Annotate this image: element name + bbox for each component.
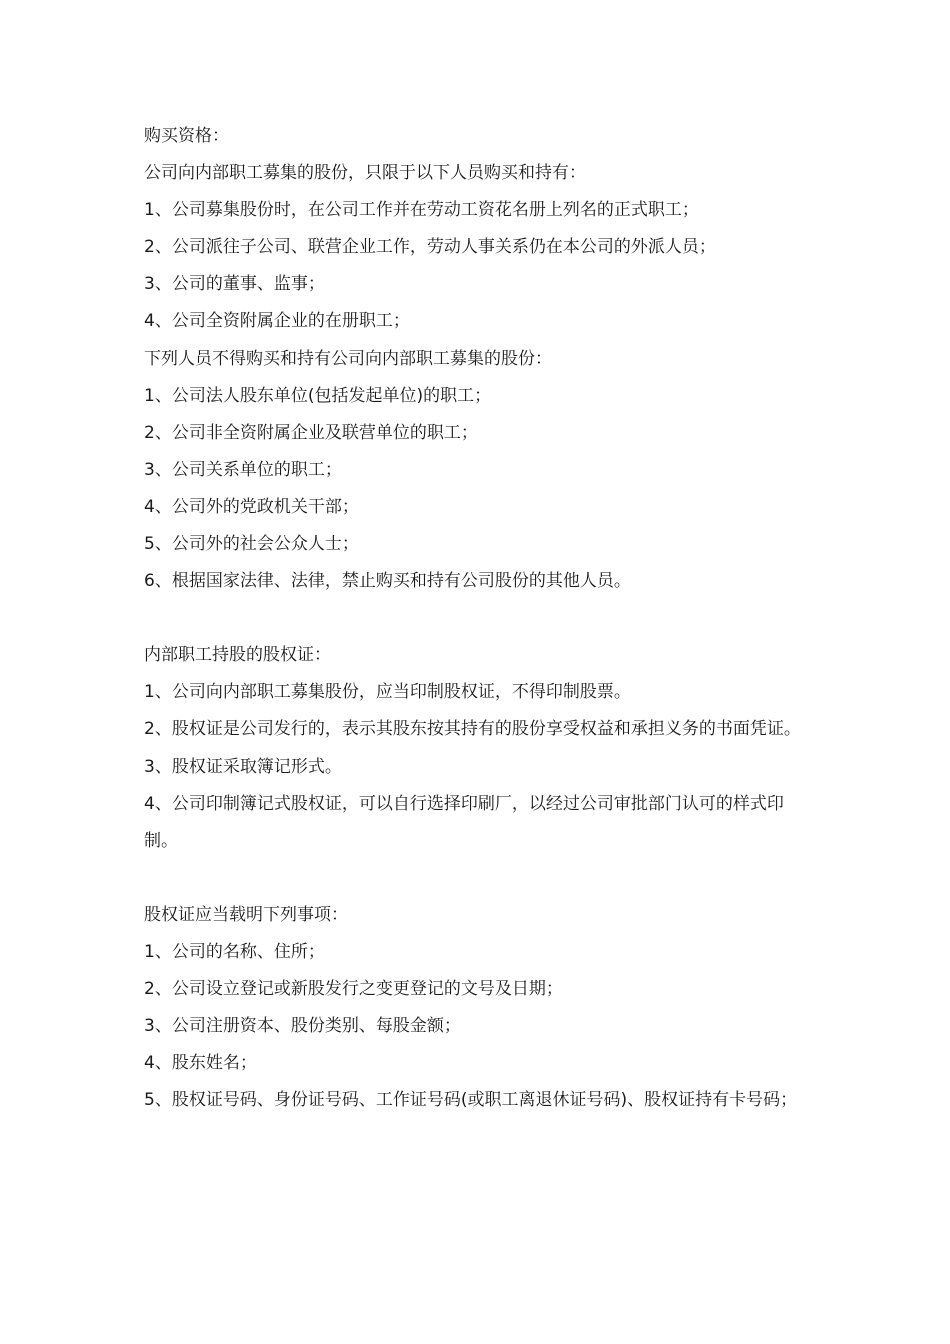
section1-heading: 购买资格： xyxy=(144,126,229,146)
section2-item: 2、股权证是公司发行的，表示其股东按其持有的股份享受权益和承担义务的书面凭证。 xyxy=(144,719,801,740)
allowed-item: 4、公司全资附属企业的在册职工； xyxy=(144,311,410,332)
section3-item: 3、公司注册资本、股份类别、每股金额； xyxy=(144,1016,461,1037)
section3-item: 4、股东姓名； xyxy=(144,1053,257,1074)
section2-item: 1、公司向内部职工募集股份，应当印制股权证，不得印制股票。 xyxy=(144,682,631,703)
document-page xyxy=(144,118,810,1119)
section2-item: 4、公司印制簿记式股权证，可以自行选择印刷厂，以经过公司审批部门认可的样式印制。 xyxy=(144,793,784,851)
section3-item: 5、股权证号码、身份证号码、工作证号码(或职工离退休证号码)、股权证持有卡号码； xyxy=(144,1090,798,1111)
disallowed-item: 1、公司法人股东单位(包括发起单位)的职工； xyxy=(144,385,492,406)
section-spacer xyxy=(144,600,810,637)
allowed-item: 3、公司的董事、监事； xyxy=(144,274,325,295)
allowed-item: 2、公司派往子公司、联营企业工作，劳动人事关系仍在本公司的外派人员； xyxy=(144,237,716,258)
disallowed-item: 3、公司关系单位的职工； xyxy=(144,459,342,480)
disallowed-item: 6、根据国家法律、法律，禁止购买和持有公司股份的其他人员。 xyxy=(144,571,631,592)
section3-item: 2、公司设立登记或新股发行之变更登记的文号及日期； xyxy=(144,978,563,999)
allowed-item: 1、公司募集股份时，在公司工作并在劳动工资花名册上列名的正式职工； xyxy=(144,200,699,221)
section1-intro: 公司向内部职工募集的股份，只限于以下人员购买和持有： xyxy=(144,163,586,184)
section-spacer xyxy=(144,860,810,897)
disallowed-item: 4、公司外的党政机关干部； xyxy=(144,496,359,517)
section1-intro2: 下列人员不得购买和持有公司向内部职工募集的股份： xyxy=(144,348,552,369)
section3-item: 1、公司的名称、住所； xyxy=(144,941,325,962)
section2-heading: 内部职工持股的股权证： xyxy=(144,645,331,666)
disallowed-item: 5、公司外的社会公众人士； xyxy=(144,534,359,555)
section3-heading: 股权证应当载明下列事项： xyxy=(144,904,348,925)
disallowed-item: 2、公司非全资附属企业及联营单位的职工； xyxy=(144,422,478,443)
section2-item: 3、股权证采取簿记形式。 xyxy=(144,756,342,777)
